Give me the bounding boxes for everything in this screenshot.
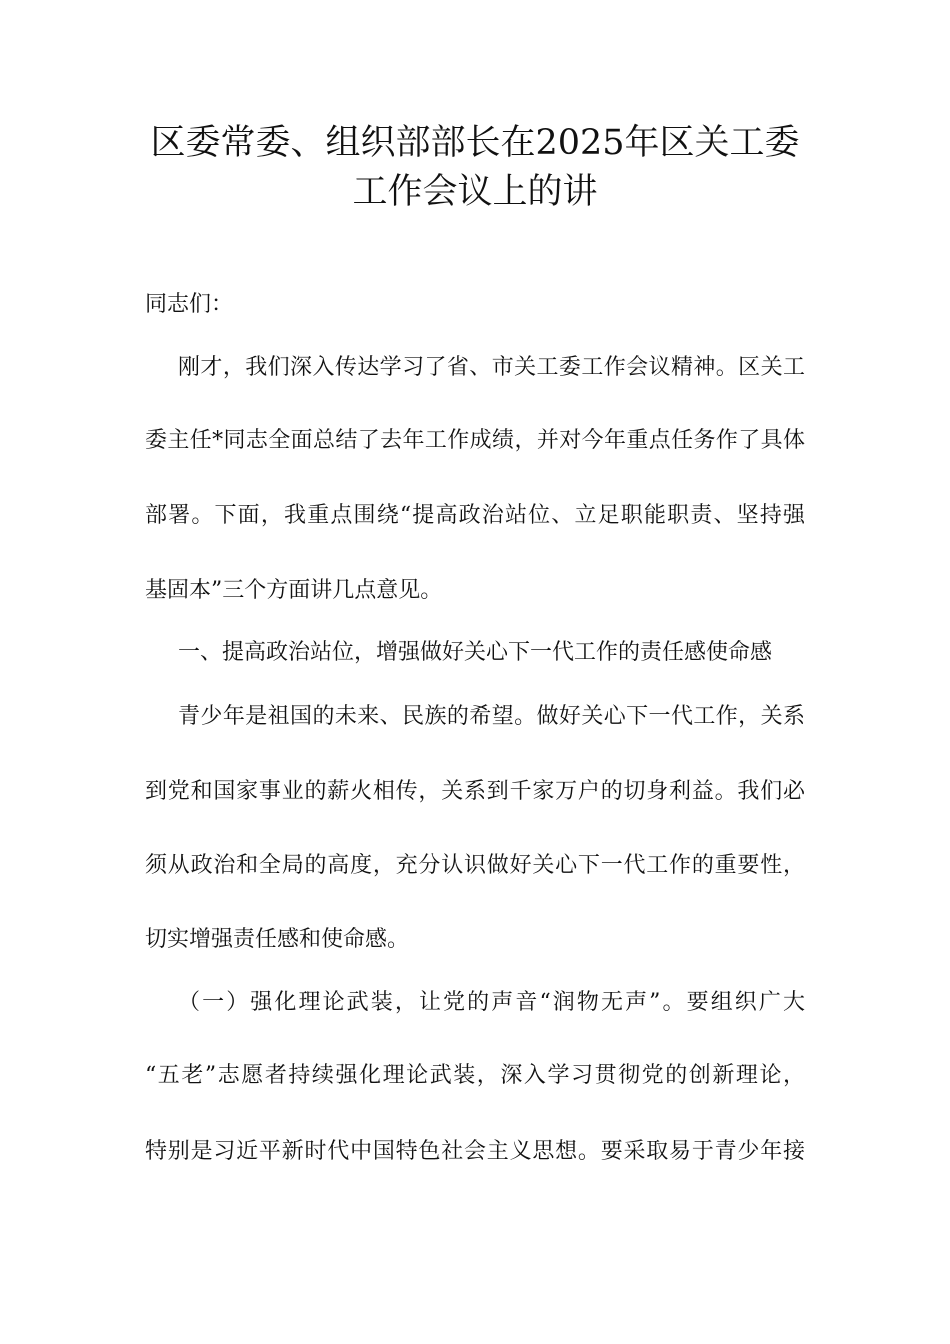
paragraph-line: 到党和国家事业的薪火相传，关系到千家万户的切身利益。我们必: [145, 779, 805, 804]
paragraph-line: 切实增强责任感和使命感。: [145, 927, 410, 952]
paragraph-line: 委主任*同志全面总结了去年工作成绩，并对今年重点任务作了具体: [145, 428, 805, 453]
section-heading: 一、提高政治站位，增强做好关心下一代工作的责任感使命感: [178, 640, 773, 665]
paragraph-line: 基固本”三个方面讲几点意见。: [145, 578, 443, 603]
paragraph-line: 部署。下面，我重点围绕“提高政治站位、立足职能职责、坚持强: [145, 503, 805, 528]
paragraph-line: 须从政治和全局的高度，充分认识做好关心下一代工作的重要性，: [145, 853, 805, 878]
paragraph-line: 刚才，我们深入传达学习了省、市关工委工作会议精神。区关工: [178, 355, 805, 380]
paragraph-line: “五老”志愿者持续强化理论武装，深入学习贯彻党的创新理论，: [145, 1063, 805, 1088]
paragraph-line: 同志们：: [145, 292, 234, 317]
paragraph-line: （一）强化理论武装，让党的声音“润物无声”。要组织广大: [178, 990, 805, 1015]
title-line: 区委常委、组织部部长在2025年区关工委: [150, 123, 800, 163]
paragraph-line: 特别是习近平新时代中国特色社会主义思想。要采取易于青少年接: [145, 1139, 805, 1164]
paragraph-line: 青少年是祖国的未来、民族的希望。做好关心下一代工作，关系: [178, 704, 805, 729]
title-line: 工作会议上的讲: [352, 172, 598, 212]
